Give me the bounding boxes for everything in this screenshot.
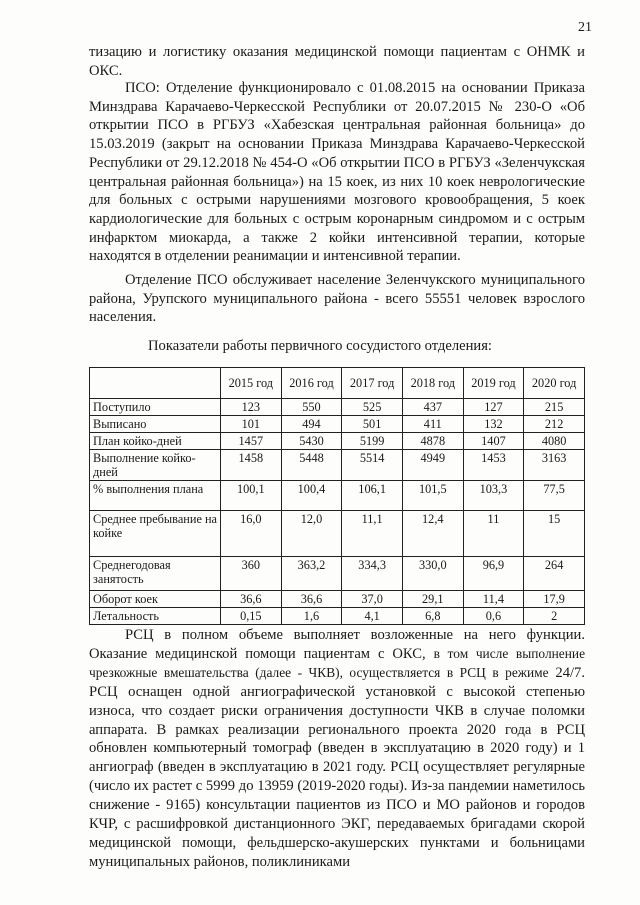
table-cell-value: 132 bbox=[463, 416, 524, 433]
table-cell-value: 4949 bbox=[402, 450, 463, 481]
paragraph-pso-history bbox=[89, 79, 585, 266]
table-row bbox=[90, 608, 585, 625]
paragraph-text: тизацию и логистику оказания медицинской помощи пациентам с ОНМК и ОКС. bbox=[89, 44, 585, 79]
paragraph-text bbox=[89, 626, 585, 872]
table-cell-value: 16,0 bbox=[221, 511, 282, 557]
table-cell-value: 1458 bbox=[221, 450, 282, 481]
table-cell-value: 4,1 bbox=[342, 608, 403, 625]
table-cell-value: 100,1 bbox=[221, 481, 282, 511]
table-row bbox=[90, 557, 585, 591]
pso-indicators-table bbox=[89, 367, 585, 625]
header-cell-year: 2016 год bbox=[281, 368, 342, 399]
table-header-row bbox=[90, 368, 585, 399]
table-cell-value: 363,2 bbox=[281, 557, 342, 591]
header-cell-year: 2015 год bbox=[221, 368, 282, 399]
table-cell-value: 101,5 bbox=[402, 481, 463, 511]
table-cell-value: 12,0 bbox=[281, 511, 342, 557]
table-cell-value: 1407 bbox=[463, 433, 524, 450]
paragraph-rest: 24/7. РСЦ оснащен одной ангиографической установкой с высокой степенью износа, что создает риски ограничения доступности ЧКВ в случае поломки аппарата. В рамках реализации регионального проекта 2020 года в РСЦ обновлен компьютерный томограф (введен в эксплуатацию в 2020 году) и 1 ангиограф (введен в эксплуатацию в 2021 году. РСЦ осуществляет регулярные (число их растет с 5999 до 13959 (2019-2020 годы). Из-за пандемии наметилось снижение - 9165) консультации пациентов из ПСО и МО районов и городов КЧР, с расшифровкой дистанционного ЭКГ, передаваемых бригадами скорой медицинской помощи, фельдшерско-акушерских пунктами и больницами муниципальных районов, поликлиниками bbox=[89, 664, 585, 870]
table-cell-value: 123 bbox=[221, 399, 282, 416]
table-cell-value: 36,6 bbox=[281, 591, 342, 608]
table-row bbox=[90, 433, 585, 450]
table-cell-value: 100,4 bbox=[281, 481, 342, 511]
header-cell-year: 2018 год bbox=[402, 368, 463, 399]
header-cell-label bbox=[90, 368, 221, 399]
row-label: Оборот коек bbox=[90, 591, 221, 608]
table-cell-value: 360 bbox=[221, 557, 282, 591]
table-cell-value: 1453 bbox=[463, 450, 524, 481]
header-cell-year: 2020 год bbox=[524, 368, 585, 399]
table-cell-value: 5448 bbox=[281, 450, 342, 481]
table-cell-value: 4878 bbox=[402, 433, 463, 450]
paragraph-pso-population bbox=[89, 271, 585, 327]
table-cell-value: 334,3 bbox=[342, 557, 403, 591]
table-cell-value: 4080 bbox=[524, 433, 585, 450]
table-cell-value: 12,4 bbox=[402, 511, 463, 557]
table-cell-value: 37,0 bbox=[342, 591, 403, 608]
table-cell-value: 6,8 bbox=[402, 608, 463, 625]
row-label: Выписано bbox=[90, 416, 221, 433]
table-caption: Показатели работы первичного сосудистого отделения: bbox=[148, 338, 492, 354]
row-label: План койко-дней bbox=[90, 433, 221, 450]
table-cell-value: 11 bbox=[463, 511, 524, 557]
table-cell-value: 96,9 bbox=[463, 557, 524, 591]
table-cell-value: 1457 bbox=[221, 433, 282, 450]
table-cell-value: 5514 bbox=[342, 450, 403, 481]
paragraph-lead: РСЦ в полном объеме выполняет возложенные на него функции. Оказание медицинской помощи пациентам с ОКС, bbox=[89, 627, 585, 662]
header-cell-year: 2017 год bbox=[342, 368, 403, 399]
table-cell-value: 5199 bbox=[342, 433, 403, 450]
table-cell-value: 525 bbox=[342, 399, 403, 416]
paragraph-text: Отделение ПСО обслуживает население Зеленчукского муниципального района, Урупского муниципального района - всего 55551 человек взрослого населения. bbox=[89, 272, 585, 326]
table-cell-value: 1,6 bbox=[281, 608, 342, 625]
table-cell-value: 2 bbox=[524, 608, 585, 625]
row-label: Выполнение койко-дней bbox=[90, 450, 221, 481]
table-cell-value: 101 bbox=[221, 416, 282, 433]
table-row bbox=[90, 416, 585, 433]
paragraph-small-run: в том числе выполнение чрезкожные вмешательства (далее - ЧКВ), осуществляется в РСЦ в режиме bbox=[89, 645, 586, 680]
table-cell-value: 17,9 bbox=[524, 591, 585, 608]
table-cell-value: 36,6 bbox=[221, 591, 282, 608]
table-cell-value: 5430 bbox=[281, 433, 342, 450]
table-cell-value: 11,4 bbox=[463, 591, 524, 608]
table-cell-value: 0,15 bbox=[221, 608, 282, 625]
table-cell-value: 550 bbox=[281, 399, 342, 416]
table-cell-value: 330,0 bbox=[402, 557, 463, 591]
table-cell-value: 264 bbox=[524, 557, 585, 591]
table-cell-value: 0,6 bbox=[463, 608, 524, 625]
table-row bbox=[90, 481, 585, 511]
table-cell-value: 411 bbox=[402, 416, 463, 433]
table-cell-value: 29,1 bbox=[402, 591, 463, 608]
table-cell-value: 15 bbox=[524, 511, 585, 557]
paragraph-text: ПСО: Отделение функционировало с 01.08.2015 на основании Приказа Минздрава Карачаево-Черкесской Республики от 20.07.2015 № 230-О «Об открытии ПСО в РГБУЗ «Хабезская центральная районная больница» до 15.03.2019 (закрыт на основании Приказа Минздрава Карачаево-Черкесской Республики от 29.12.2018 № 454-О «Об открытии ПСО в РГБУЗ «Зеленчукская центральная районная больница») на 15 коек, из них 10 коек неврологические для больных с острыми нарушениями мозгового кровообращения, 5 коек кардиологические для больных с острым коронарным синдромом и с острым инфарктом миокарда, а также 2 койки интенсивной терапии, которые находятся в отделении реанимации и интенсивной терапии. bbox=[89, 80, 585, 265]
table-cell-value: 106,1 bbox=[342, 481, 403, 511]
page-number: 21 bbox=[578, 20, 592, 35]
row-label: Среднегодовая занятость bbox=[90, 557, 221, 591]
table-row bbox=[90, 511, 585, 557]
table-row bbox=[90, 591, 585, 608]
paragraph-rsc bbox=[89, 626, 585, 872]
table-cell-value: 103,3 bbox=[463, 481, 524, 511]
table-cell-value: 11,1 bbox=[342, 511, 403, 557]
row-label: Поступило bbox=[90, 399, 221, 416]
table-cell-value: 437 bbox=[402, 399, 463, 416]
table-cell-value: 77,5 bbox=[524, 481, 585, 511]
header-cell-year: 2019 год bbox=[463, 368, 524, 399]
table-cell-value: 212 bbox=[524, 416, 585, 433]
row-label: % выполнения плана bbox=[90, 481, 221, 511]
table-cell-value: 3163 bbox=[524, 450, 585, 481]
row-label: Летальность bbox=[90, 608, 221, 625]
table-cell-value: 127 bbox=[463, 399, 524, 416]
table-row bbox=[90, 399, 585, 416]
row-label: Среднее пребывание на койке bbox=[90, 511, 221, 557]
paragraph-continuation bbox=[89, 43, 585, 80]
table-cell-value: 501 bbox=[342, 416, 403, 433]
table-cell-value: 215 bbox=[524, 399, 585, 416]
table-row bbox=[90, 450, 585, 481]
table-cell-value: 494 bbox=[281, 416, 342, 433]
